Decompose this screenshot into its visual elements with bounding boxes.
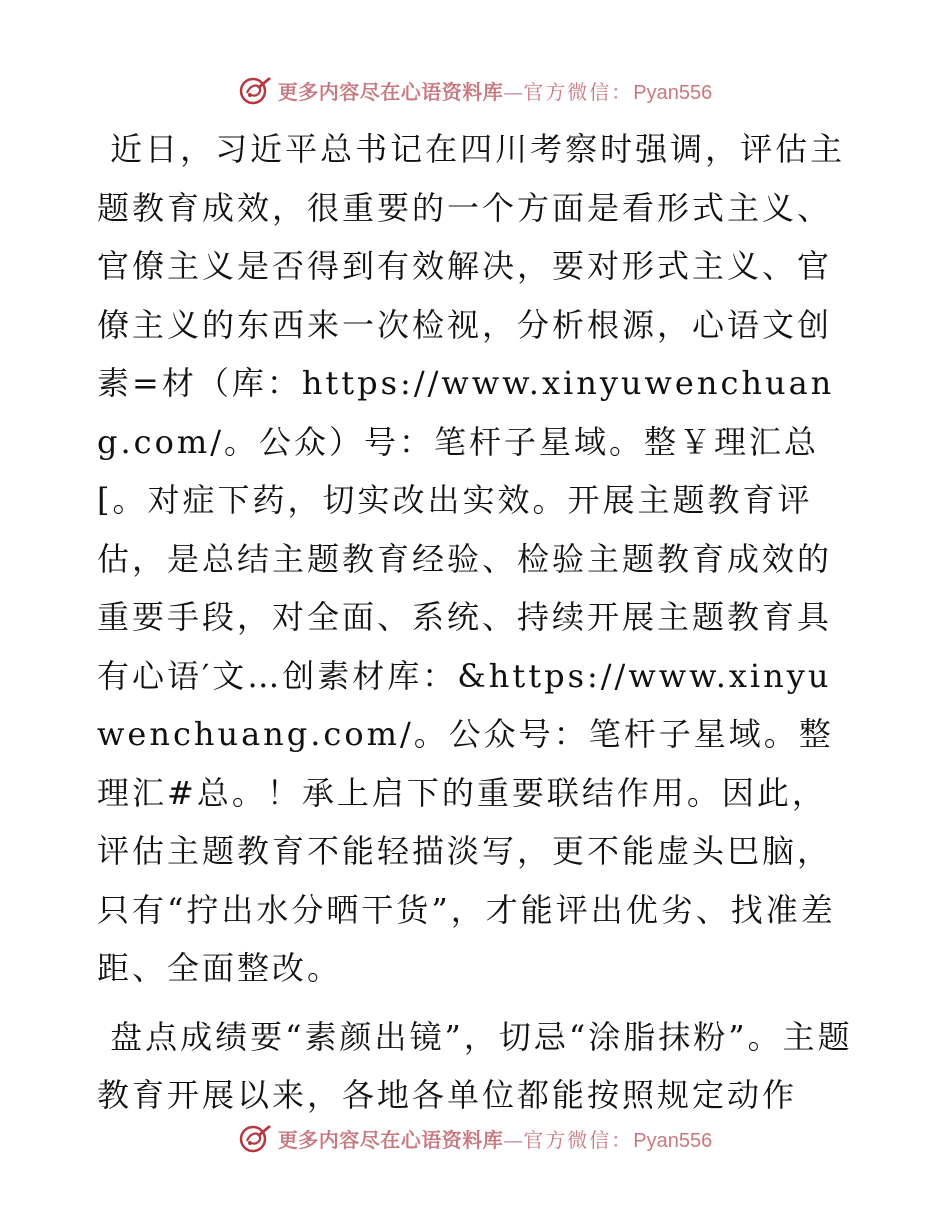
footer-brand-text: 更多内容尽在心语资料库 (277, 1127, 504, 1152)
header-watermark (278, 76, 712, 105)
page-footer (0, 1118, 950, 1158)
header-brand-text: 更多内容尽在心语资料库 (277, 79, 504, 104)
header-official-label: 官方微信： (523, 79, 634, 104)
pen-swirl-logo-icon (238, 73, 272, 107)
header-separator: — (503, 79, 524, 104)
pen-swirl-logo-icon (238, 1121, 272, 1155)
footer-official-label: 官方微信： (523, 1127, 634, 1152)
document-body (97, 120, 857, 1125)
paragraph-2: 盘点成绩要“素颜出镜”，切忌“涂脂抹粉”。主题教育开展以来，各地各单位都能按照规定动作 (97, 1017, 853, 1114)
footer-wechat-id: Pyan556 (633, 1129, 713, 1152)
header-wechat-id: Pyan556 (633, 81, 713, 104)
paragraph-1: 近日，习近平总书记在四川考察时强调，评估主题教育成效，很重要的一个方面是看形式主义、官僚主义是否得到有效解决，要对形式主义、官僚主义的东西来一次检视，分析根源，心语文创素=材（库：https://www.xinyuwenchuang.com/。公众）号：笔杆子星域。整￥理汇总[。对症下药，切实改出实效。开展主题教育评估，是总结主题教育经验、检验主题教育成效的重要手段，对全面、系统、持续开展主题教育具有心语′文…创素材库：&https://www.xinyuwenchuang.com/。公众号：笔杆子星域。整理汇#总。！承上启下的重要联结作用。因此，评估主题教育不能轻描淡写，更不能虚头巴脑，只有“拧出水分晒干货”，才能评出优劣、找准差距、全面整改。 (97, 130, 846, 987)
footer-watermark (278, 1124, 712, 1153)
page-header (0, 70, 950, 110)
footer-separator: — (503, 1127, 524, 1152)
